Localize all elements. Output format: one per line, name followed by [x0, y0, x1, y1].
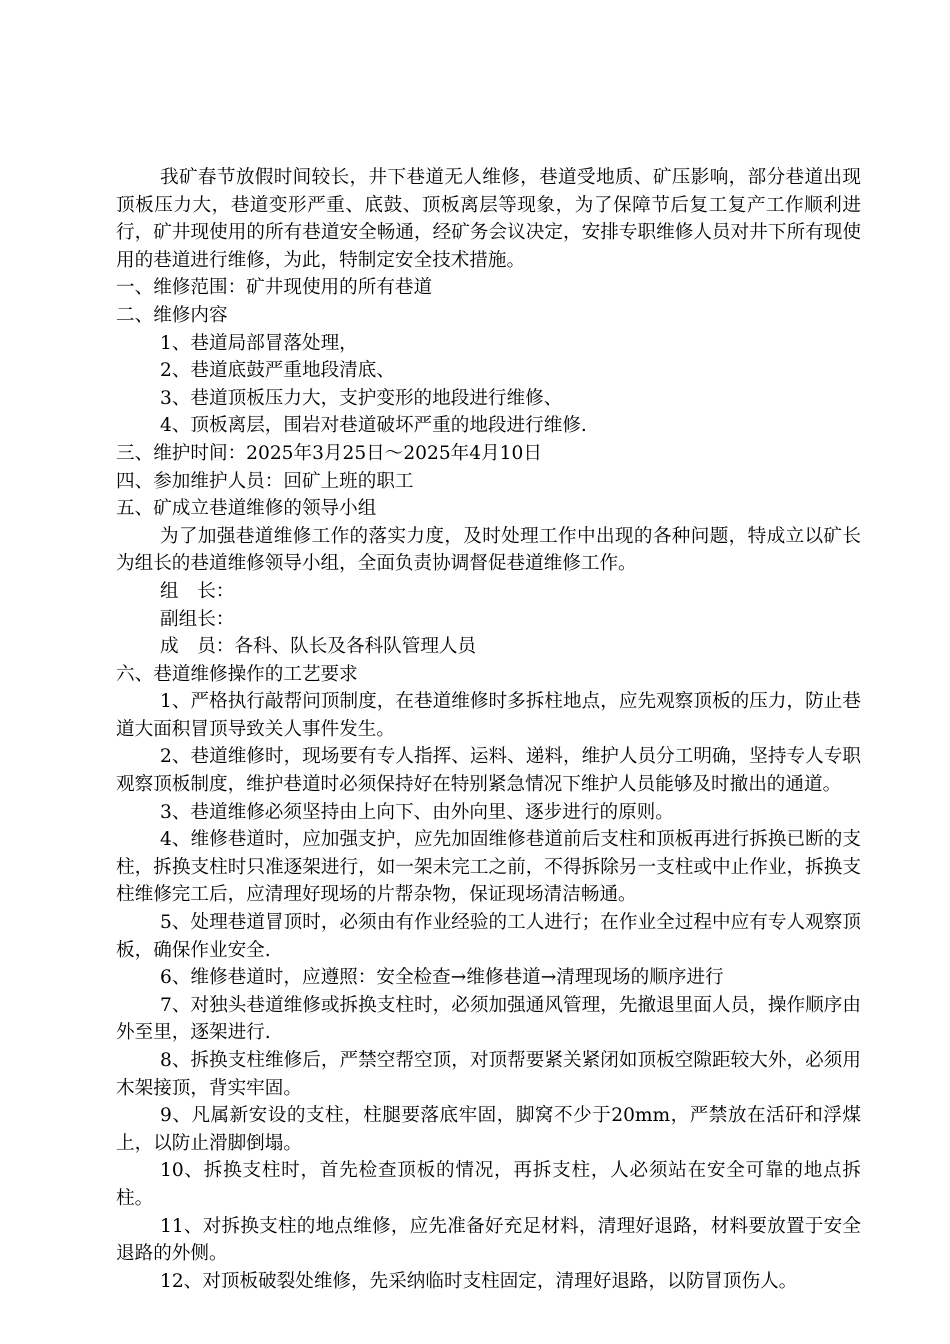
list-item: 2、巷道底鼓严重地段清底、 [160, 360, 395, 382]
section-5-heading: 五、矿成立巷道维修的领导小组 [116, 498, 377, 520]
section-2-heading: 二、维修内容 [116, 304, 228, 326]
requirement-item: 8、拆换支柱维修后，严禁空帮空顶，对顶帮要紧关紧闭如顶板空隙距较大外，必须用木架接顶，背实牢固。 [116, 1050, 861, 1099]
list-item: 1、巷道局部冒落处理， [160, 332, 358, 354]
requirement-item: 5、处理巷道冒顶时，必须由有作业经验的工人进行；在作业全过程中应有专人观察顶板，确保作业安全. [116, 912, 861, 961]
requirement-item: 12、对顶板破裂处维修，先采纳临时支柱固定，清理好退路，以防冒顶伤人。 [160, 1270, 798, 1292]
intro-paragraph: 我矿春节放假时间较长，井下巷道无人维修，巷道受地质、矿压影响，部分巷道出现顶板压力大，巷道变形严重、底鼓、顶板离层等现象，为了保障节后复工复产工作顺利进行，矿井现使用的所有巷道安全畅通，经矿务会议决定，安排专职维修人员对井下所有现使用的巷道进行维修，为此，特制定安全技术措施。 [116, 167, 861, 271]
requirement-item: 1、严格执行敲帮问顶制度，在巷道维修时多拆柱地点，应先观察顶板的压力，防止巷道大面积冒顶导致关人事件发生。 [116, 691, 861, 740]
section-1-heading: 一、维修范围：矿井现使用的所有巷道 [116, 277, 433, 299]
requirement-item: 3、巷道维修必须坚持由上向下、由外向里、逐步进行的原则。 [160, 801, 674, 823]
section-4-heading: 四、参加维护人员：回矿上班的职工 [116, 470, 414, 492]
list-item: 3、巷道顶板压力大，支护变形的地段进行维修、 [160, 387, 563, 409]
section-6-heading: 六、巷道维修操作的工艺要求 [116, 663, 358, 685]
section-3-heading: 三、维护时间：2025年3月25日～2025年4月10日 [116, 442, 542, 464]
requirement-item: 7、对独头巷道维修或拆换支柱时，必须加强通风管理，先撤退里面人员，操作顺序由外至里，逐架进行. [116, 994, 861, 1044]
role-line-members: 成 员：各科、队长及各科队管理人员 [160, 636, 477, 658]
section-5-paragraph: 为了加强巷道维修工作的落实力度，及时处理工作中出现的各种问题，特成立以矿长为组长的巷道维修领导小组，全面负责协调督促巷道维修工作。 [116, 525, 861, 575]
requirement-item: 10、拆换支柱时，首先检查顶板的情况，再拆支柱，人必须站在安全可靠的地点拆柱。 [116, 1160, 861, 1209]
requirement-item: 6、维修巷道时，应遵照：安全检查→维修巷道→清理现场的顺序进行 [160, 967, 724, 989]
requirement-item: 11、对拆换支柱的地点维修，应先准备好充足材料，清理好退路，材料要放置于安全退路的外侧。 [116, 1215, 861, 1265]
list-item: 4、顶板离层，围岩对巷道破坏严重的地段进行维修. [160, 415, 587, 437]
role-line-deputy: 副组长： [160, 608, 235, 630]
requirement-item: 4、维修巷道时，应加强支护，应先加固维修巷道前后支柱和顶板再进行拆换已断的支柱，拆换支柱时只准逐架进行，如一架未完工之前，不得拆除另一支柱或中止作业，拆换支柱维修完工后，应清理好现场的片帮杂物，保证现场清洁畅通。 [116, 829, 861, 906]
document-body [116, 164, 861, 1295]
requirement-item: 9、凡属新安设的支柱，柱腿要落底牢固，脚窝不少于20mm，严禁放在活矸和浮煤上，以防止滑脚倒塌。 [116, 1105, 861, 1154]
requirement-item: 2、巷道维修时，现场要有专人指挥、运料、递料，维护人员分工明确，坚持专人专职观察顶板制度，维护巷道时必须保持好在特别紧急情况下维护人员能够及时撤出的通道。 [116, 746, 861, 796]
role-line-leader: 组 长： [160, 580, 235, 602]
